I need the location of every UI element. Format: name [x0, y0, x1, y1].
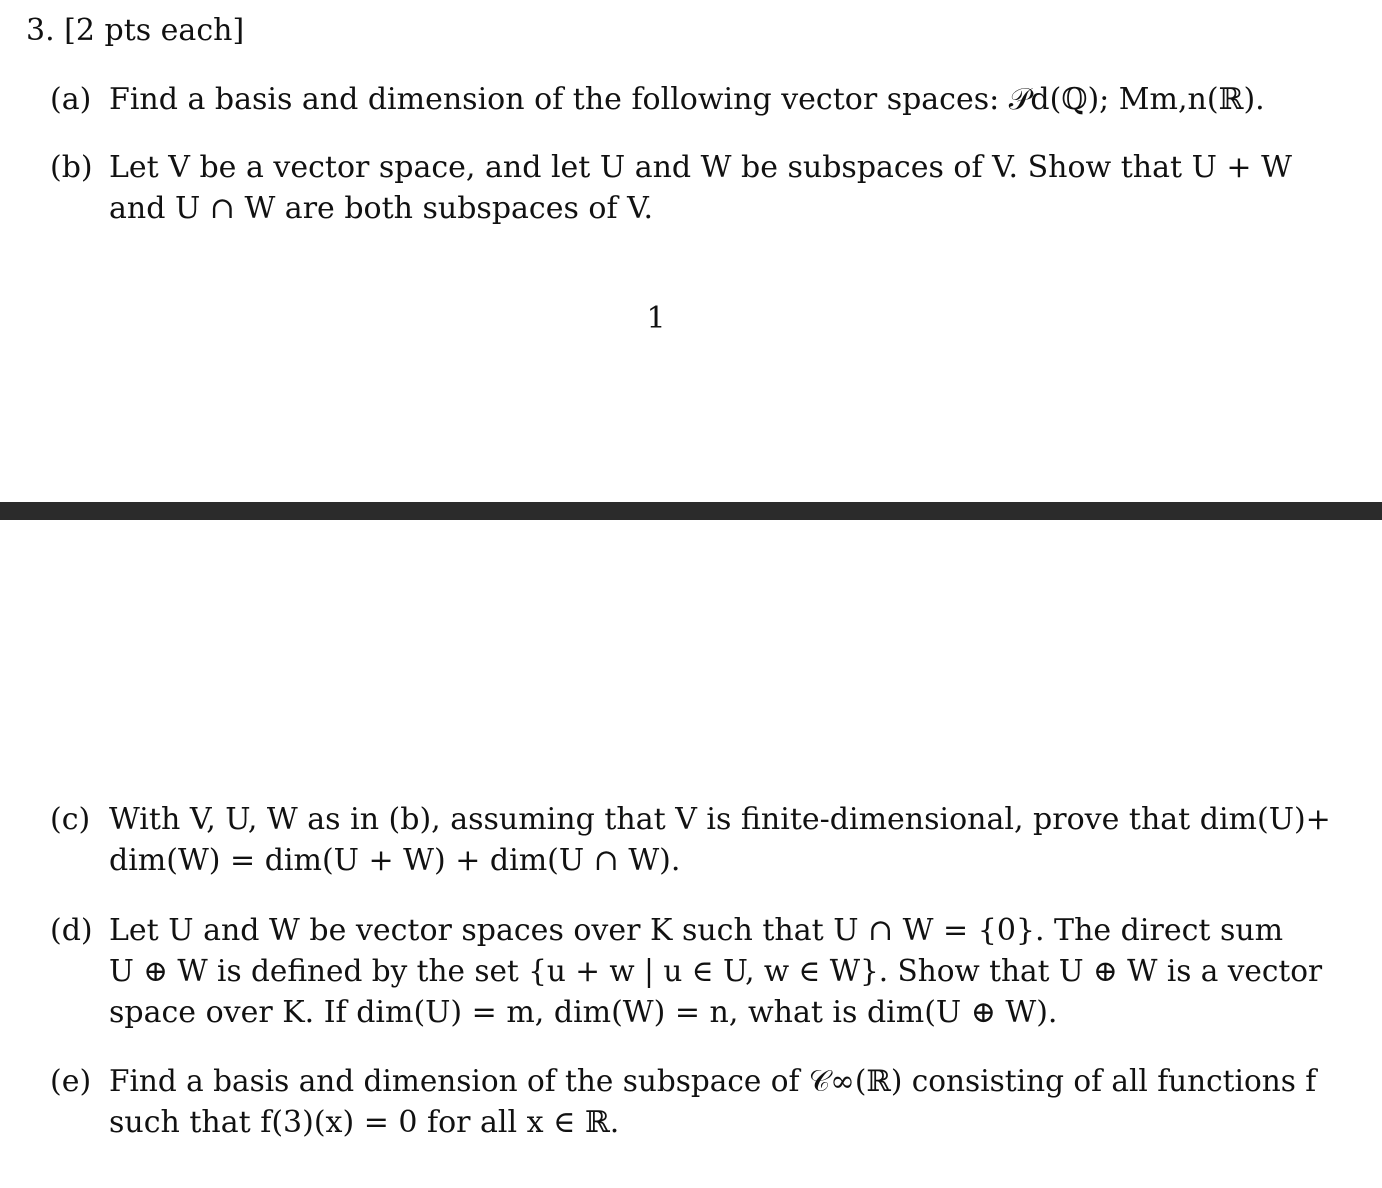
page-number: 1: [646, 301, 666, 336]
problem-header: 3. [2 pts each]: [26, 13, 245, 48]
part-a-label: (a): [50, 82, 92, 117]
part-b-line-2: and U ∩ W are both subspaces of V.: [109, 191, 654, 226]
part-b-label: (b): [50, 150, 93, 185]
part-e-text: [109, 1061, 1317, 1143]
page-divider: [0, 502, 1382, 520]
part-c-line-1: With V, U, W as in (b), assuming that V is finite-dimensional, prove that dim(U)+: [109, 802, 1331, 837]
part-a-line-1: Find a basis and dimension of the following vector spaces: 𝒫d(ℚ); Mm,n(ℝ).: [109, 82, 1265, 117]
part-b-text: [109, 147, 1290, 229]
part-a-text: [109, 79, 1290, 120]
part-e: [50, 1061, 1317, 1143]
part-b: [50, 147, 1290, 229]
part-d-line-1: Let U and W be vector spaces over K such that U ∩ W = {0}. The direct sum: [109, 913, 1284, 948]
part-c-text: [109, 799, 1331, 881]
part-c-label: (c): [50, 802, 91, 837]
part-d-line-3: space over K. If dim(U) = m, dim(W) = n, what is dim(U ⊕ W).: [109, 995, 1058, 1030]
part-c-line-2: dim(W) = dim(U + W) + dim(U ∩ W).: [109, 843, 681, 878]
part-d: [50, 910, 1323, 1033]
part-e-line-2: such that f(3)(x) = 0 for all x ∈ ℝ.: [109, 1105, 620, 1140]
part-e-label: (e): [50, 1064, 92, 1099]
part-e-line-1: Find a basis and dimension of the subspace of 𝒞∞(ℝ) consisting of all functions f: [109, 1064, 1317, 1098]
part-c: [50, 799, 1331, 881]
part-d-line-2: U ⊕ W is defined by the set {u + w | u ∈ U, w ∈ W}. Show that U ⊕ W is a vector: [109, 954, 1323, 988]
part-a: [50, 79, 1290, 120]
part-d-text: [109, 910, 1323, 1033]
page-bottom: [0, 520, 1382, 1188]
part-b-line-1: Let V be a vector space, and let U and W be subspaces of V. Show that U + W: [109, 150, 1292, 185]
page-top: [0, 0, 1382, 502]
part-d-label: (d): [50, 913, 93, 948]
